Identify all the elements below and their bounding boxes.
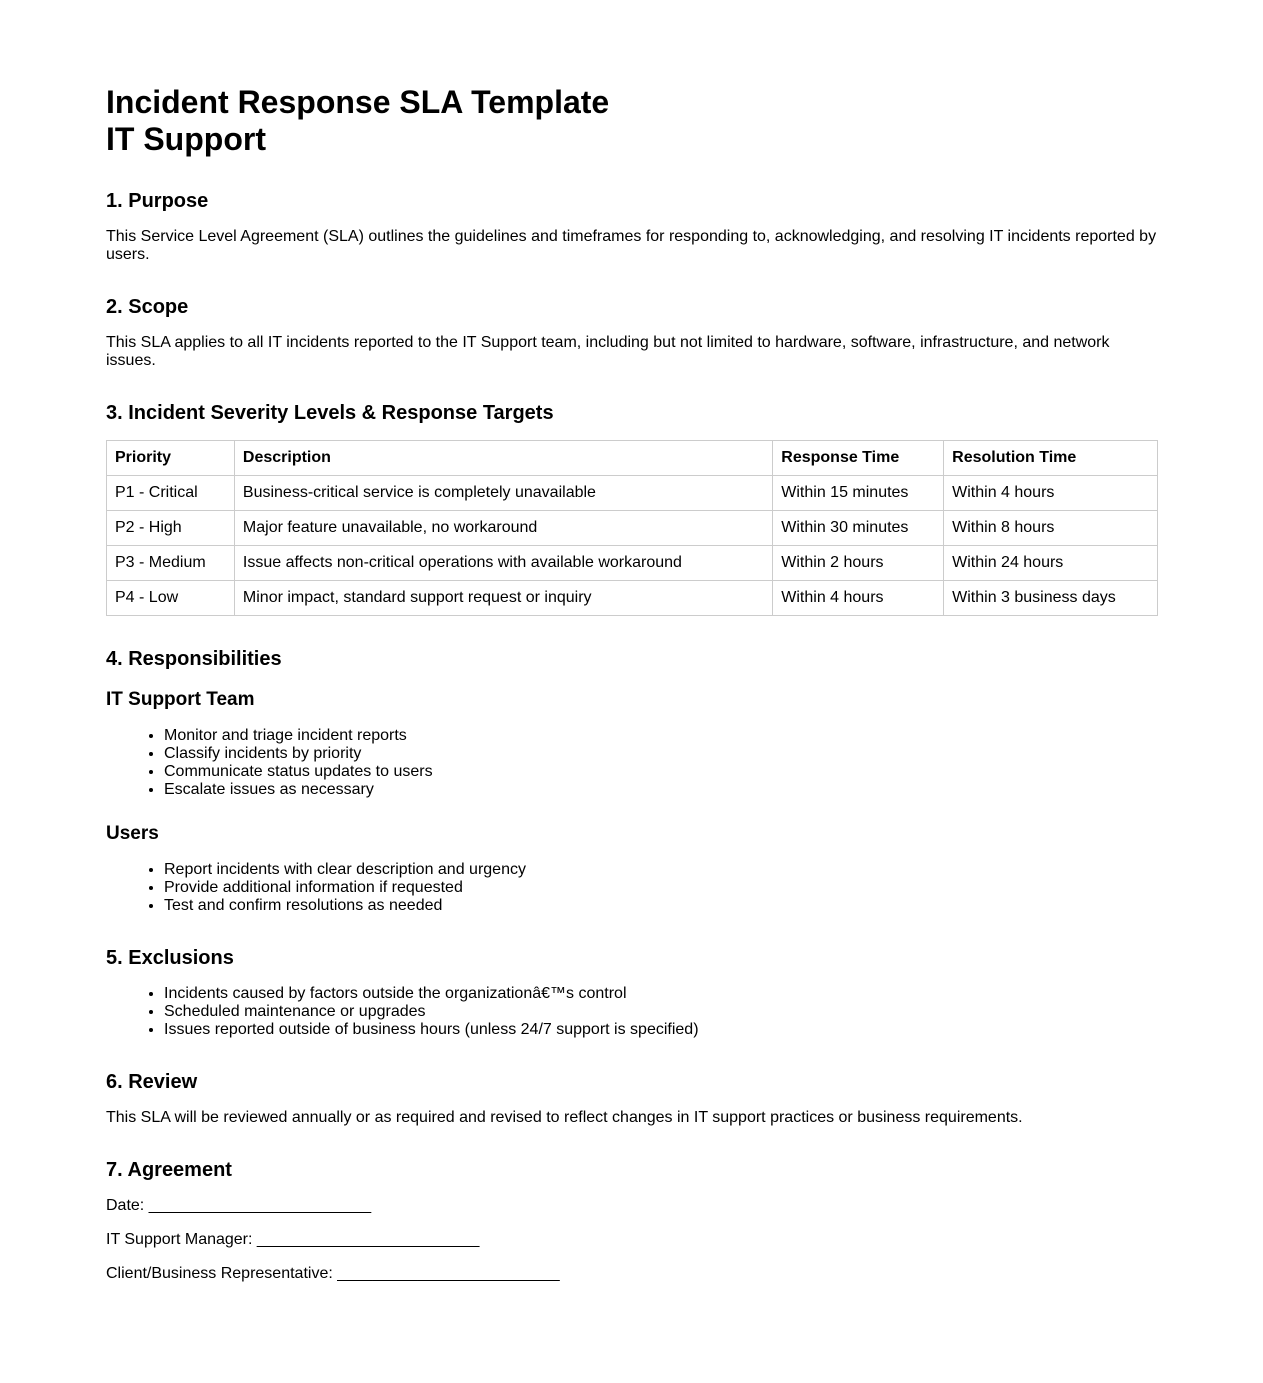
cell-response-time: Within 15 minutes (773, 476, 944, 511)
list-item: • Report incidents with clear description and urgency (164, 861, 526, 879)
cell-priority: P1 - Critical (107, 476, 235, 511)
table-header-row (107, 441, 1158, 476)
list-item: • Monitor and triage incident reports (164, 727, 433, 745)
cell-priority: P4 - Low (107, 581, 235, 616)
cell-resolution-time: Within 8 hours (944, 511, 1158, 546)
cell-resolution-time: Within 3 business days (944, 581, 1158, 616)
users-heading: Users (106, 823, 159, 844)
exclusions-list (106, 985, 699, 1039)
table-row (107, 476, 1158, 511)
cell-response-time: Within 4 hours (773, 581, 944, 616)
signature-line-it-manager: IT Support Manager: _________________________ (106, 1231, 480, 1248)
list-item: • Escalate issues as necessary (164, 781, 433, 799)
it-team-heading: IT Support Team (106, 689, 255, 710)
cell-response-time: Within 30 minutes (773, 511, 944, 546)
it-team-list (106, 727, 433, 799)
exclusions-heading: 5. Exclusions (106, 947, 234, 969)
column-header-response-time: Response Time (773, 441, 944, 476)
column-header-priority: Priority (107, 441, 235, 476)
signature-line-date: Date: _________________________ (106, 1197, 372, 1214)
scope-heading: 2. Scope (106, 296, 189, 318)
title-line-1: Incident Response SLA Template (106, 84, 610, 120)
column-header-description: Description (234, 441, 772, 476)
cell-description: Major feature unavailable, no workaround (234, 511, 772, 546)
cell-response-time: Within 2 hours (773, 546, 944, 581)
responsibilities-heading: 4. Responsibilities (106, 648, 282, 670)
list-item: • Classify incidents by priority (164, 745, 433, 763)
list-item: • Provide additional information if requested (164, 879, 526, 897)
cell-description: Business-critical service is completely unavailable (234, 476, 772, 511)
scope-text: This SLA applies to all IT incidents reported to the IT Support team, including but not limited to hardware, software, infrastructure, and network issues. (106, 334, 1110, 369)
table-row (107, 581, 1158, 616)
agreement-heading: 7. Agreement (106, 1159, 232, 1181)
purpose-heading: 1. Purpose (106, 190, 209, 212)
cell-description: Minor impact, standard support request or inquiry (234, 581, 772, 616)
cell-resolution-time: Within 24 hours (944, 546, 1158, 581)
table-row (107, 511, 1158, 546)
list-item: • Incidents caused by factors outside the organizationâ€™s control (164, 985, 699, 1003)
review-text: This SLA will be reviewed annually or as required and revised to reflect changes in IT support practices or business requirements. (106, 1109, 1023, 1126)
list-item: • Issues reported outside of business hours (unless 24/7 support is specified) (164, 1021, 699, 1039)
users-list (106, 861, 526, 915)
list-item: • Scheduled maintenance or upgrades (164, 1003, 699, 1021)
review-heading: 6. Review (106, 1071, 198, 1093)
column-header-resolution-time: Resolution Time (944, 441, 1158, 476)
list-item: • Communicate status updates to users (164, 763, 433, 781)
purpose-text: This Service Level Agreement (SLA) outlines the guidelines and timeframes for responding to, acknowledging, and resolving IT incidents reported by users. (106, 228, 1157, 263)
severity-heading: 3. Incident Severity Levels & Response Targets (106, 402, 554, 424)
document-title (106, 84, 1158, 158)
severity-table (106, 440, 1158, 616)
signature-line-client-rep: Client/Business Representative: _________________________ (106, 1265, 560, 1282)
cell-priority: P2 - High (107, 511, 235, 546)
list-item: • Test and confirm resolutions as needed (164, 897, 526, 915)
cell-description: Issue affects non-critical operations with available workaround (234, 546, 772, 581)
title-line-2: IT Support (106, 121, 266, 157)
cell-resolution-time: Within 4 hours (944, 476, 1158, 511)
cell-priority: P3 - Medium (107, 546, 235, 581)
table-row (107, 546, 1158, 581)
